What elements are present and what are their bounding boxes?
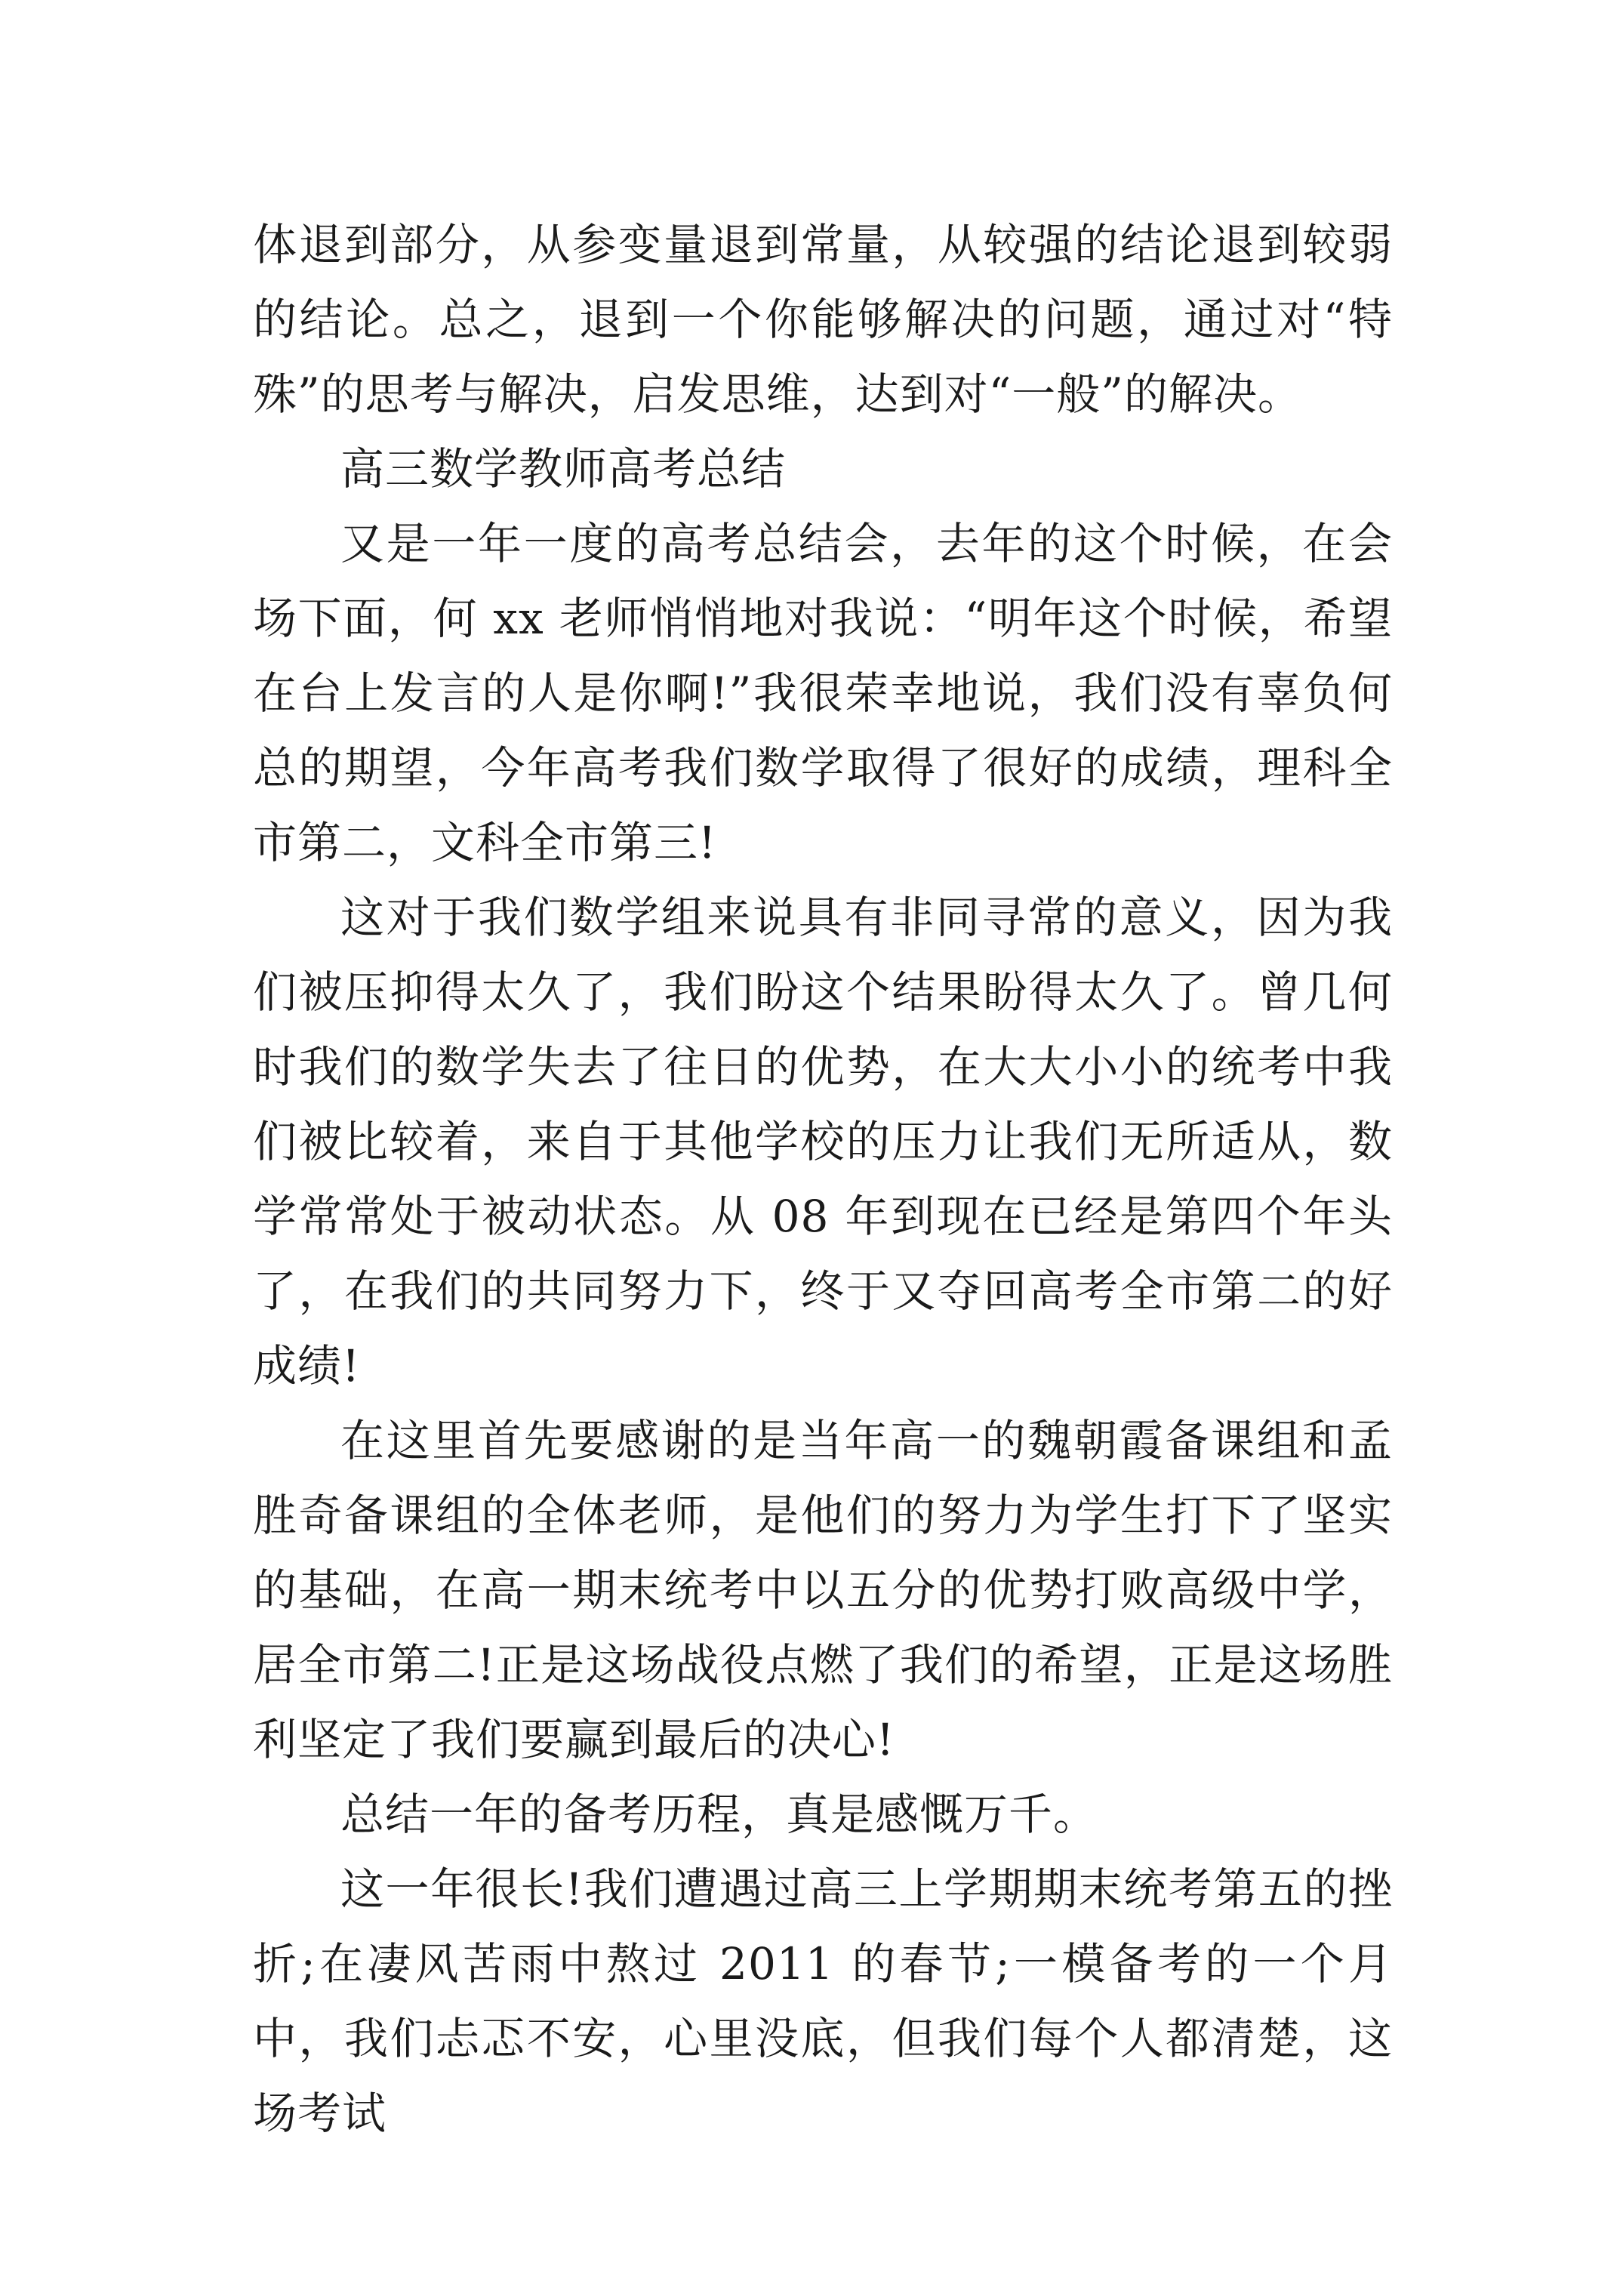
paragraph: 总结一年的备考历程，真是感慨万千。 (340, 1789, 1098, 1840)
section-heading: 高三数学教师高考总结 (340, 443, 787, 495)
paragraph: 又是一年一度的高考总结会，去年的这个时候，在会场下面，何 xx 老师悄悄地对我说：“明年这个时候，希望在台上发言的人是你啊!”我很荣幸地说，我们没有辜负何总的期望，今年高考我们数学取得了很好的成绩，理科全市第二，文科全市第三! (253, 518, 1393, 868)
paragraph-continuation: 体退到部分，从参变量退到常量，从较强的结论退到较弱的结论。总之，退到一个你能够解决的问题，通过对“特殊”的思考与解决，启发思维，达到对“一般”的解决。 (253, 219, 1393, 420)
paragraph: 这一年很长!我们遭遇过高三上学期期末统考第五的挫折;在凄风苦雨中熬过 2011 的春节;一模备考的一个月中，我们忐忑不安，心里没底，但我们每个人都清楚，这场考试 (253, 1863, 1393, 2139)
paragraph: 在这里首先要感谢的是当年高一的魏朝霞备课组和孟胜奇备课组的全体老师，是他们的努力为学生打下了坚实的基础，在高一期末统考中以五分的优势打败高级中学，居全市第二!正是这场战役点燃了我们的希望，正是这场胜利坚定了我们要赢到最后的决心! (253, 1415, 1393, 1765)
paragraph: 这对于我们数学组来说具有非同寻常的意义，因为我们被压抑得太久了，我们盼这个结果盼得太久了。曾几何时我们的数学失去了往日的优势，在大大小小的统考中我们被比较着，来自于其他学校的压力让我们无所适从，数学常常处于被动状态。从 08 年到现在已经是第四个年头了，在我们的共同努力下，终于又夺回高考全市第二的好成绩! (253, 892, 1393, 1391)
body-text (253, 208, 1393, 2151)
